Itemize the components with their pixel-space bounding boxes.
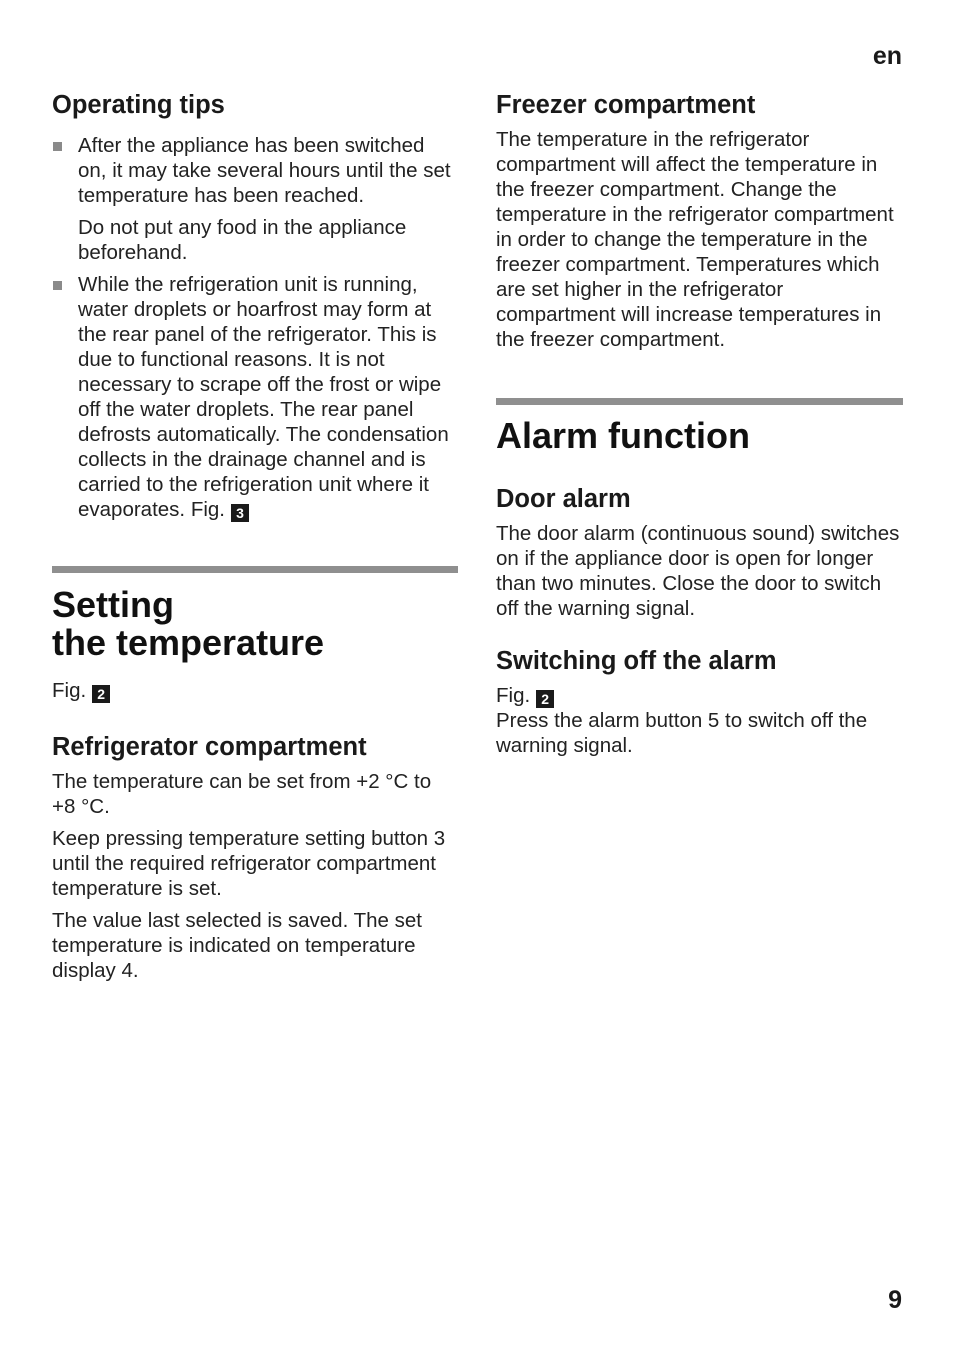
operating-tips-heading: Operating tips	[52, 91, 225, 119]
tip-text: After the appliance has been switched on, it may take several hours until the set temperature has been reached.	[78, 134, 451, 207]
tip-body: While the refrigeration unit is running, water droplets or hoarfrost may form at the rear panel of the refrigerator. This is due to functional reasons. It is not necessary to scrape off the frost or wipe off the water droplets. The rear panel defrosts automatically. The condensation collects in the drainage channel and is carried to the refrigeration unit where it evaporates.	[78, 273, 449, 521]
language-code: en	[872, 42, 902, 70]
setting-temperature-title	[52, 586, 458, 662]
tip-text	[78, 272, 458, 522]
title-line-1: Setting	[52, 584, 174, 625]
freezer-compartment-heading: Freezer compartment	[496, 91, 756, 119]
section-divider	[496, 398, 903, 405]
list-item	[52, 272, 458, 522]
paragraph: Press the alarm button 5 to switch off the warning signal.	[496, 709, 868, 757]
bullet-square-icon	[53, 281, 62, 290]
title-line-2: the temperature	[52, 622, 325, 663]
figure-number-badge: 2	[92, 685, 110, 703]
bullet-square-icon	[53, 142, 62, 151]
fig-label: Fig.	[496, 684, 531, 707]
paragraph: The temperature in the refrigerator compartment will affect the temperature in the freezer compartment. Change the temperature in the refrigerator compartment in order to change the temperature in the freezer compartment. Temperatures which are set higher in the refrigerator compartment will increase temperatures in the freezer compartment.	[496, 128, 894, 351]
fig-reference	[52, 678, 458, 703]
fig-label: Fig.	[52, 679, 87, 702]
paragraph: Keep pressing temperature setting button 3 until the required refrigerator compartment temperature is set.	[52, 827, 446, 900]
page-number: 9	[888, 1286, 902, 1314]
paragraph: The door alarm (continuous sound) switches on if the appliance door is open for longer than two minutes. Close the door to switch off the warning signal.	[496, 522, 900, 620]
right-column	[496, 84, 903, 758]
fig-label: Fig.	[190, 498, 226, 521]
figure-number-badge: 2	[536, 690, 554, 708]
tip-note: Do not put any food in the appliance beforehand.	[78, 216, 407, 264]
paragraph: The temperature can be set from +2 °C to +8 °C.	[52, 770, 432, 818]
section-divider	[52, 566, 458, 573]
door-alarm-heading: Door alarm	[496, 485, 631, 513]
left-column	[52, 84, 458, 983]
refrigerator-compartment-heading: Refrigerator compartment	[52, 733, 367, 761]
list-item	[52, 133, 458, 208]
figure-number-badge: 3	[231, 504, 249, 522]
switching-off-alarm-heading: Switching off the alarm	[496, 647, 777, 675]
fig-reference	[496, 683, 903, 708]
paragraph: The value last selected is saved. The set temperature is indicated on temperature display 4.	[52, 909, 422, 982]
alarm-function-title: Alarm function	[496, 415, 751, 456]
